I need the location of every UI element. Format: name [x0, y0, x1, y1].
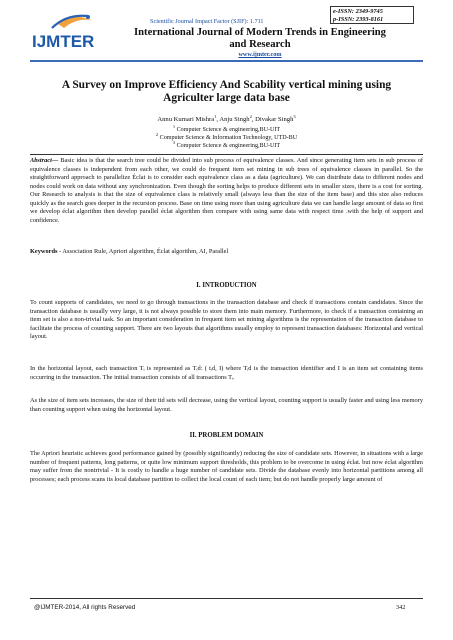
affiliation-text: Computer Science & Information Technology, UTD-BU [159, 135, 298, 142]
keywords [30, 248, 423, 257]
intro-paragraph: To count supports of candidates, we need to go through transactions in the transaction database and check if transactions contain candidates. Since the transaction database is usually very large, it is not always possible to store them into main memory. Furthermore, to check if a transaction containing an item set is also a non-trivial task. So an important consideration in frequent item set mining algorithms is the representation of the transaction database to facilitate the process of counting support. There are two layouts that algorithms usually employ to represent transaction databases: Horizontal and vertical layout. [30, 299, 423, 340]
author-sup: 3 [293, 114, 296, 119]
affiliation [30, 140, 423, 149]
affiliation-sup: 3 [172, 140, 176, 145]
affiliation-text: Computer Science & engineering,BU-UIT [176, 127, 281, 134]
section-heading-introduction: I. INTRODUCTION [196, 282, 257, 289]
issn-box [330, 6, 414, 24]
affiliation-text: Computer Science & engineering,BU-UIT [176, 143, 281, 150]
pissn: p-ISSN: 2393-8161 [333, 16, 384, 23]
problem-domain-paragraph: The Apriori heuristic achieves good performance gained by (possibly significantly) reducing the size of candidate sets. However, in situations with a large number of frequent patterns, long patterns, or quite low minimum support thresholds, this problem to be overcome in using éclat. but now éclat algorithm may suffer from the nontrivial - It is costly to handle a huge number of candidate sets. Divide the database evenly into horizontal partitions among all processes; each process scans its local database partition to collect the local count of each item; but do not handle properly large amount of [30, 450, 423, 483]
header-divider [30, 60, 423, 62]
abstract-label: Abstract— [30, 157, 59, 164]
paper-title [30, 79, 423, 105]
author-name: Annu Kumari Mishra [157, 116, 215, 124]
affiliation-sup: 2 [155, 132, 159, 137]
abstract-text: Basic idea is that the search tree could be divided into sub process of equivalence classes. And since generating item sets in sub process of equivalence classes is independent from each other, we could do frequent item set mining in sub trees of equivalence classes in parallel. So the straightforward approach to parallelize Éclat is to consider each equivalence class as a data (agriculture). We can distribute data to different nodes and nodes could work on data without any synchronization. Even though the sorting helps to produce different sets in smaller sizes, there is a cost for sorting. Our Research to analysis is that the size of equivalence class is relatively small (always less than the size of the item base) and this size also reduces quickly as the search goes deeper in the recursion process. Base on time using more than using agriculture data we can handle large amount of data so first we develop éclat algorithm then develop parallel éclat algorithm then compare with using same data with respect time .with the help of support and confidence. [30, 157, 423, 224]
author-name: Divakar Singh [255, 116, 294, 124]
author-name: Anju Singh [219, 116, 250, 124]
ijmter-logo [30, 14, 116, 52]
paper-title-line2: Agriculter large data base [163, 92, 290, 104]
author-sup: 1 [214, 114, 217, 119]
section-heading-problem-domain: II. PROBLEM DOMAIN [189, 432, 264, 439]
impact-factor: Scientific Journal Impact Factor (SJIF): 1.711 [150, 18, 264, 25]
keywords-label: Keywords [30, 248, 58, 255]
intro-paragraph: As the size of item sets increases, the size of their tid sets will decrease, using the vertical layout, counting support is usually faster and using less memory than counting support when using the horizontal layout. [30, 397, 423, 413]
intro-paragraph: In the horizontal layout, each transaction Tᵢ is represented as Tᵢd: ( tᵢd, I) where Tᵢd is the transaction identifier and I is an item set containing items occurring in the transaction. The initial transaction consists of all transactions Tᵢ. [30, 365, 423, 381]
logo-swoosh-icon [52, 15, 92, 28]
author-sup: 2 [249, 114, 252, 119]
paper-title-line1: A Survey on Improve Efficiency And Scability vertical mining using [61, 79, 392, 91]
author-list: Annu Kumari Mishra$^1$, Anju Singh$^2$, Divakar Singh$^3$ [157, 114, 296, 124]
journal-title-line1: International Journal of Modern Trends in Engineering [134, 27, 386, 38]
keywords-text: - Association Rule, Apriori algorithm, Éclat algorithm, AI, Parallel [57, 248, 229, 255]
logo-text: IJMTER [32, 32, 95, 51]
journal-website-link[interactable]: www.ijmter.com [238, 51, 282, 58]
journal-title-line2: and Research [229, 39, 291, 50]
affiliation-sup: 1 [172, 124, 176, 129]
copyright: @IJMTER-2014, All rights Reserved [34, 604, 136, 611]
footer-divider [30, 598, 423, 599]
abstract [30, 157, 423, 225]
page-number: 342 [396, 604, 406, 611]
abstract-divider [30, 154, 423, 155]
eissn: e-ISSN: 2349-9745 [333, 8, 383, 15]
journal-title [110, 27, 410, 51]
